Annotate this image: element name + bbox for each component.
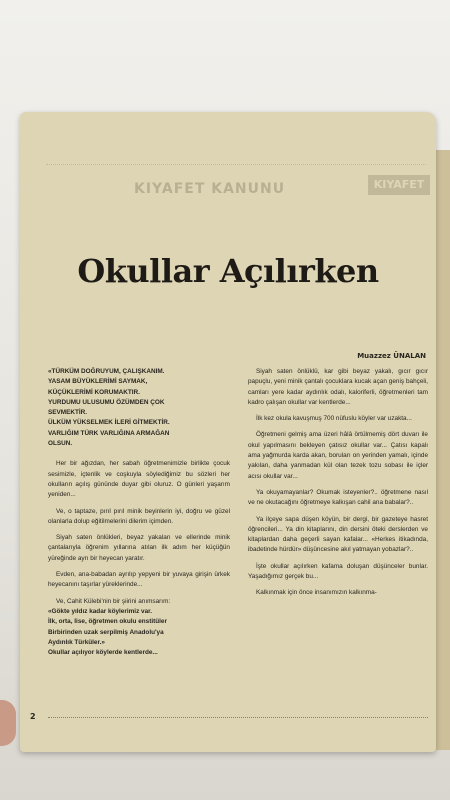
motto-line: OLSUN.	[48, 440, 73, 448]
paragraph: İşte okullar açılırken kafama doluşan düşünceler bunlar. Yaşadığımız gerçek bu...	[248, 562, 428, 581]
paragraph: Öğretmeni gelmiş ama üzeri hâlâ örtülmemiş dört duvarı ile okul yapılmasını bekleyen çatısız okullar var... Çatısı kapalı ama yağmurda karda akan, boruları on yerinden yamalı, içinde yakılan, daha yanmadan kül olan tezek tozu sobası ile içler acısı okullar var...	[248, 431, 428, 480]
motto-line: KÜÇÜKLERİMİ KORUMAKTIR.	[48, 388, 140, 396]
footer-divider	[48, 717, 428, 718]
quote-line: «Gökte yıldız kadar köylerimiz var.	[48, 607, 153, 615]
motto-block	[48, 367, 230, 449]
paragraph: Her bir ağızdan, her sabah öğretmenimizle birlikte çocuk sesimizle, içtenlik ve coşkuyla söylediğimiz bu sözleri her okulların açılış gününde duyar gibi oluruz. O günleri yaşarım yeniden...	[48, 460, 230, 499]
motto-line: ÜLKÜM YÜKSELMEK İLERİ GİTMEKTİR.	[48, 419, 170, 427]
paragraph: Siyah saten önlüklü, kar gibi beyaz yakalı, gıcır gıcır papuçlu, yeni minik çantalı çocuklara kucak açan geniş bahçeli, camları yere kadar aydınlık odalı, kaloriferli, öğretmenleri tam kadro çalışan okullar var kentlerde...	[248, 368, 428, 406]
article-title: Okullar Açılırken	[77, 252, 379, 290]
right-column	[248, 367, 428, 605]
paragraph: Ya okuyamayanlar? Okumak isteyenler?.. öğretmene nasıl ve ne okutacağını öğretmeye kalkışan cahil ana babalar?..	[248, 488, 428, 507]
paragraph: Kalkınmak için önce insanımızın kalkınma-	[256, 589, 377, 597]
motto-line: VARLIĞIM TÜRK VARLIĞINA ARMAĞAN	[48, 429, 170, 437]
paragraph: Ve, o taptaze, pırıl pırıl minik beyinlerin iyi, doğru ve güzel olanlarla dolup eğitilmelerini dilerim içimden.	[48, 507, 230, 525]
article-author: Muazzez ÜNALAN	[357, 352, 426, 360]
motto-line: YURDUMU ULUSUMU ÖZÜMDEN ÇOK	[48, 398, 165, 406]
quote-line: Okullar açılıyor köylerde kentlerde...	[48, 649, 158, 657]
show-through-header	[46, 164, 426, 201]
motto-line: YASAM BÜYÜKLERİMİ SAYMAK,	[48, 378, 148, 386]
poem-quote	[48, 607, 230, 658]
paragraph: İlk kez okula kavuşmuş 700 nüfuslu köyler var uzakta...	[256, 415, 412, 423]
show-through-logo: KIYAFET	[368, 175, 430, 195]
show-through-header-text: KIYAFET KANUNU	[134, 181, 286, 197]
left-column	[48, 367, 230, 658]
holding-thumb	[0, 700, 16, 746]
paragraph: Ve, Cahit Külebi'nin bir şiirini anımsarım:	[56, 597, 171, 605]
quote-line: İlk, orta, lise, öğretmen okulu enstitüler	[48, 618, 167, 626]
paragraph: Ya ilçeye sapa düşen köyün, bir dergi, bir gazeteye hasret öğrencileri... Ya din kitaplarını, din dersini öteki derslerden ve kitaplardan daha geçerli sayan kafalar... «Herkes itikadında, ibadetinde hürdür» düşüncesine akıl yatmayan yobazlar?..	[248, 515, 428, 554]
page-number: 2	[30, 712, 36, 721]
quote-line: Aydınlık Türküler.»	[48, 638, 105, 646]
magazine-page	[20, 112, 436, 752]
motto-line: SEVMEKTİR.	[48, 409, 88, 417]
paragraph: Evden, ana-babadan ayrılıp yepyeni bir yuvaya girişin ürkek heyecanını taşırlar yüreklerinde...	[48, 571, 230, 589]
motto-line: «TÜRKÜM DOĞRUYUM, ÇALIŞKANIM.	[48, 368, 165, 375]
paragraph: Siyah saten önlükleri, beyaz yakaları ve ellerinde minik çantalarıyla öğrenim yıllarına atılan ilk adım her küçüğün yüreğinde ayrı bir heyecan yaratır.	[48, 534, 230, 562]
quote-line: Birbirinden uzak serpilmiş Anadolu'ya	[48, 628, 164, 636]
